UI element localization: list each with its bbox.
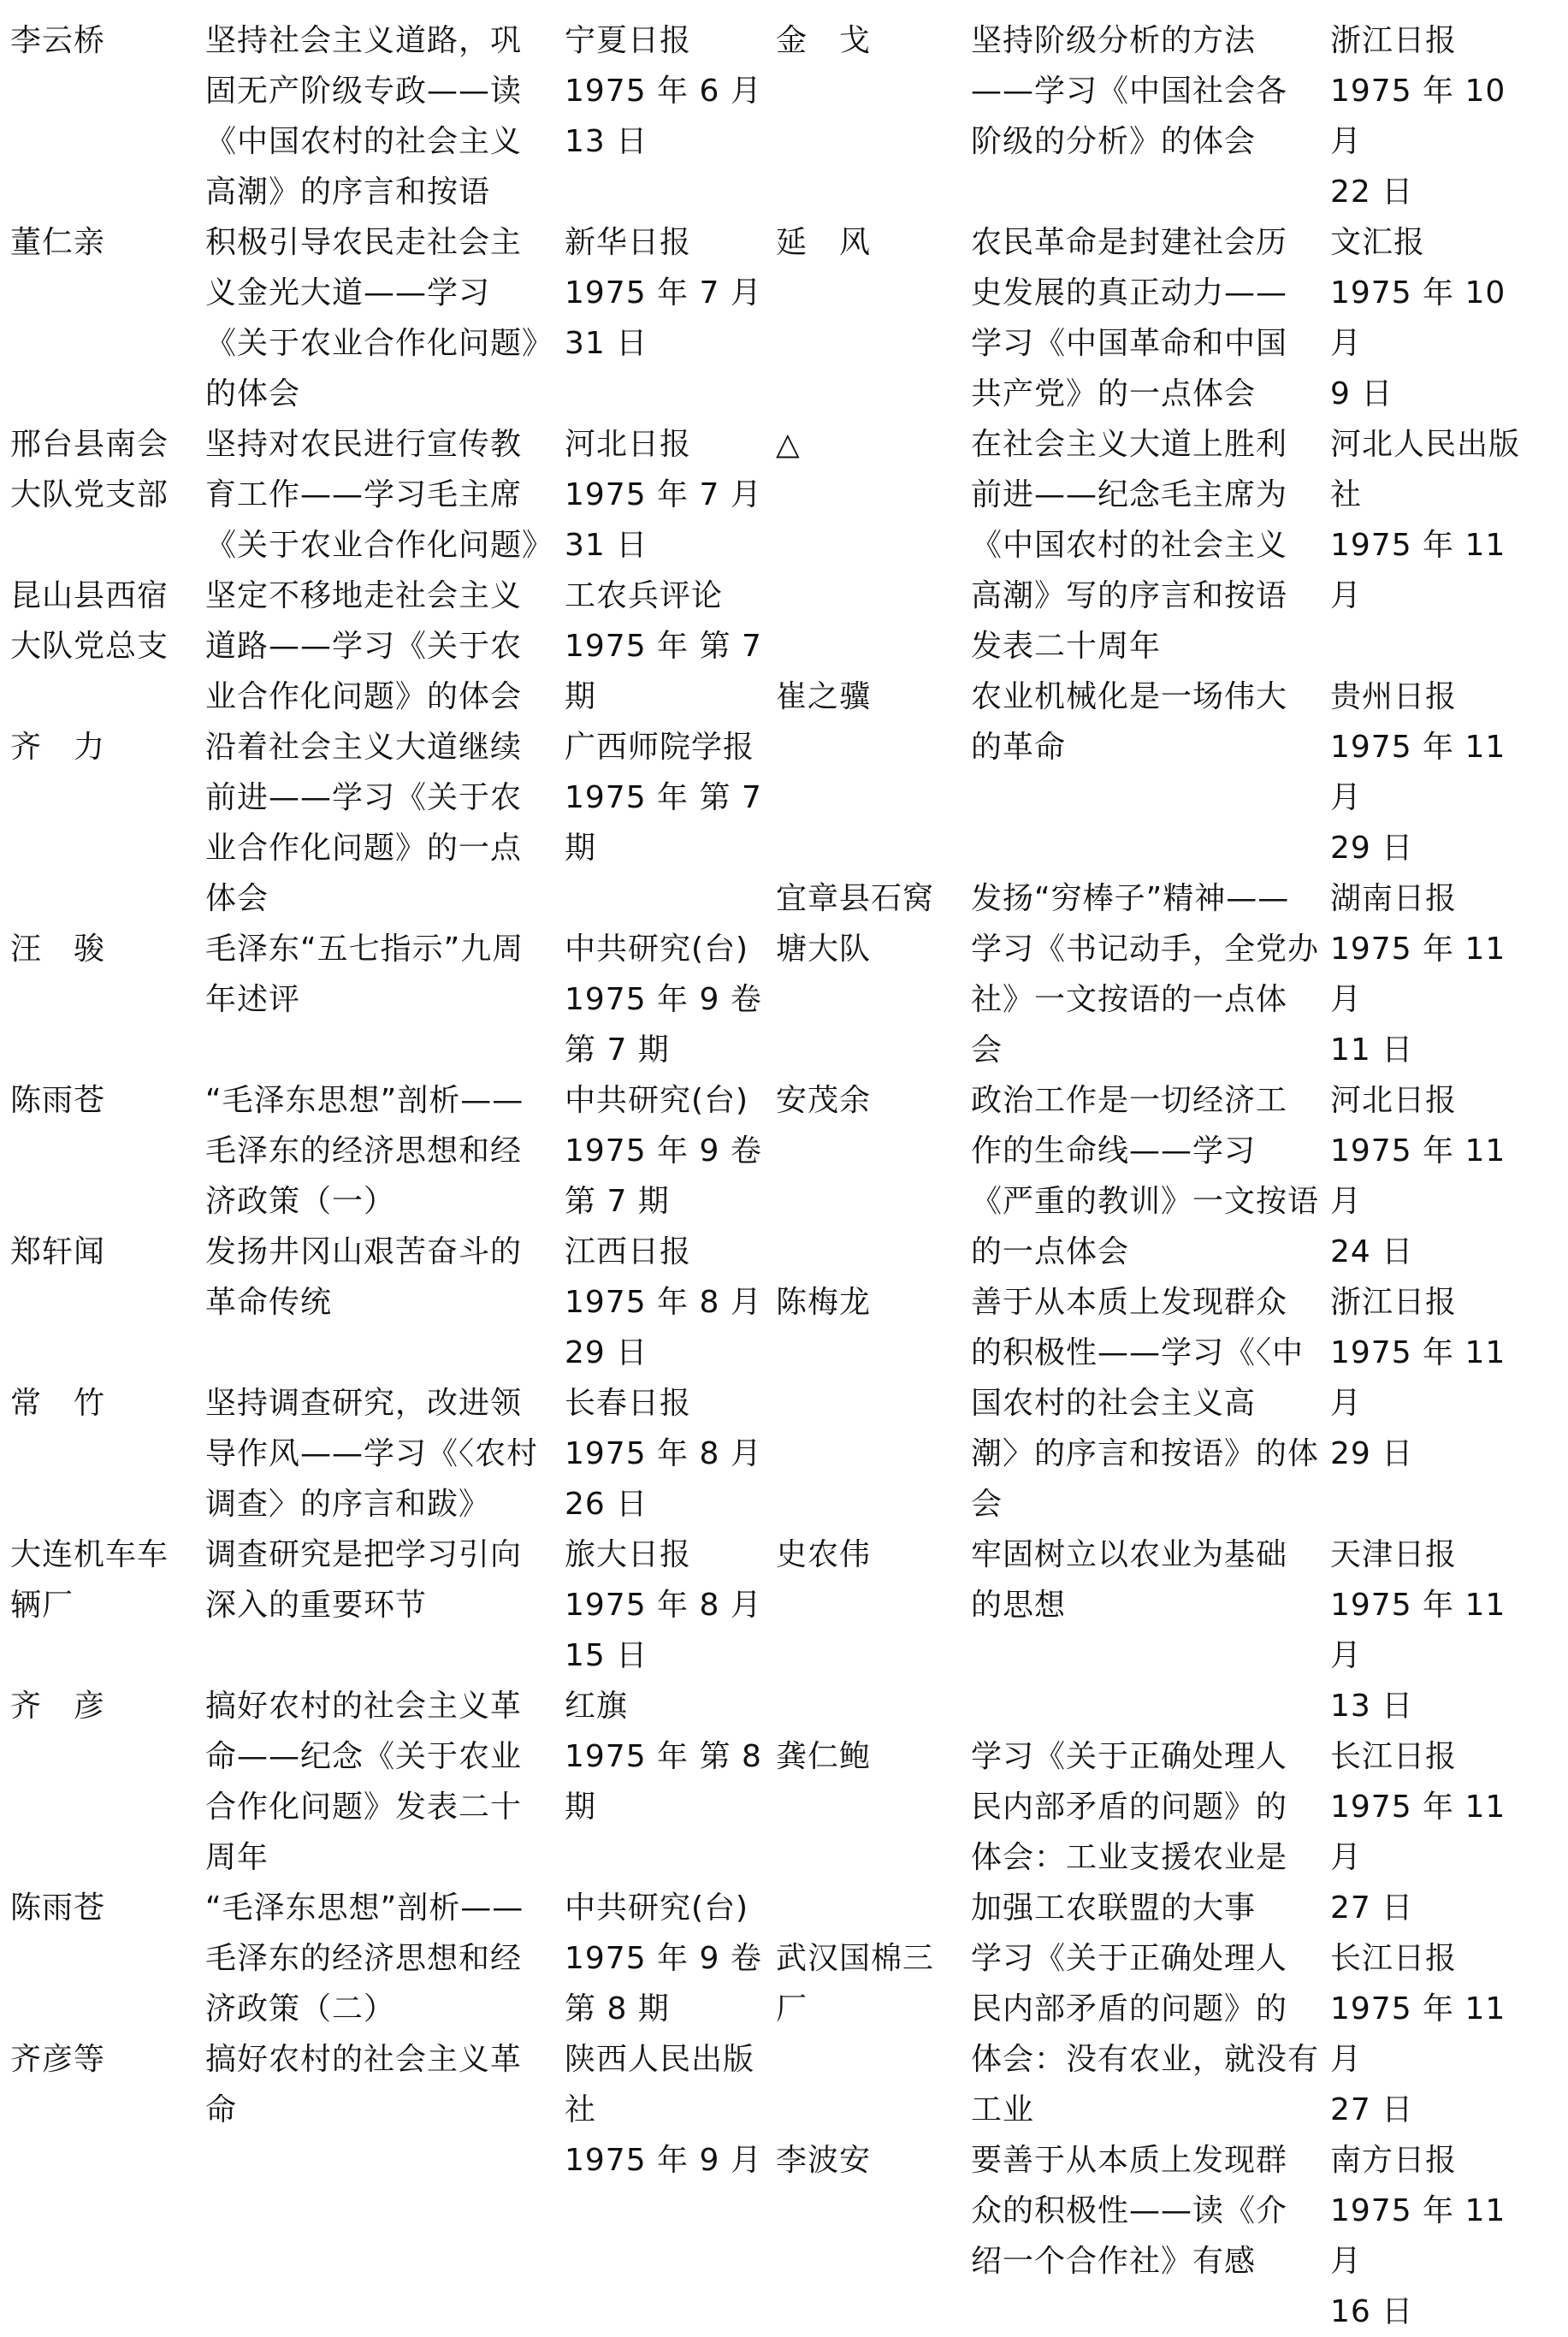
entry-source: 贵州日报 1975 年 11 月 29 日 [1330, 679, 1506, 866]
entry-title: 发扬“穷棒子”精神—— 学习《书记动手，全党办 社》一文按语的一点体 会 [971, 881, 1320, 1068]
entry-author: 李云桥 [10, 23, 106, 58]
entry-title: 毛泽东“五七指示”九周 年述评 [205, 932, 524, 1017]
entry-title: 调查研究是把学习引向 深入的重要环节 [205, 1537, 523, 1623]
left-column [9, 15, 778, 2186]
entry-title: 在社会主义大道上胜利 前进——纪念毛主席为 《中国农村的社会主义 高潮》写的序言和按语 发表二十周年 [971, 427, 1288, 664]
entry-source: 中共研究(台) 1975 年 9 卷 第 7 期 [565, 932, 762, 1068]
entry [774, 2135, 1544, 2337]
entry [774, 419, 1544, 672]
entry-author: 崔之骥 [776, 679, 872, 714]
entry-author: 郑轩闻 [10, 1234, 106, 1269]
entry-title: 积极引导农民走社会主 义金光大道——学习 《关于农业合作化问题》 的体会 [205, 225, 554, 411]
entry-title: 农业机械化是一场伟大 的革命 [971, 679, 1288, 765]
entry-author: 齐彦等 [10, 2042, 106, 2077]
entry-author: 龚仁鲍 [776, 1739, 872, 1774]
entry-author: 陈雨苍 [10, 1890, 106, 1926]
entry [9, 571, 778, 722]
entry [9, 1529, 778, 1681]
entry [774, 15, 1544, 217]
entry-author: 常 竹 [10, 1386, 106, 1421]
entry-title: 发扬井冈山艰苦奋斗的 革命传统 [205, 1234, 523, 1320]
entry-author: 武汉国棉三 厂 [776, 1941, 935, 2026]
entry [9, 15, 778, 217]
entry [9, 2034, 778, 2186]
entry-source: 江西日报 1975 年 8 月 29 日 [565, 1234, 762, 1370]
entry-source: 红旗 1975 年 第 8 期 [565, 1689, 762, 1825]
entry-source: 浙江日报 1975 年 11 月 29 日 [1330, 1285, 1506, 1471]
entry-author: 金 戈 [776, 23, 872, 58]
entry-source: 浙江日报 1975 年 10 月 22 日 [1330, 23, 1506, 210]
entry [9, 1227, 778, 1378]
entry-source: 中共研究(台) 1975 年 9 卷 第 8 期 [565, 1890, 762, 2026]
entry-title: 学习《关于正确处理人 民内部矛盾的问题》的 体会：没有农业，就没有 工业 [971, 1941, 1320, 2127]
entry [774, 1529, 1544, 1731]
entry-author: 李波安 [776, 2143, 872, 2178]
entry-source: 长春日报 1975 年 8 月 26 日 [565, 1386, 762, 1522]
entry-title: 要善于从本质上发现群 众的积极性——读《介 绍一个合作社》有感 [971, 2143, 1288, 2279]
entry-title: 政治工作是一切经济工 作的生命线——学习 《严重的教训》一文按语 的一点体会 [971, 1083, 1320, 1269]
entry-author: 陈梅龙 [776, 1285, 872, 1320]
entry-source: 南方日报 1975 年 11 月 16 日 [1330, 2143, 1506, 2329]
entry [9, 1681, 778, 1883]
entry [774, 672, 1544, 873]
entry [9, 1075, 778, 1227]
entry-author: 陈雨苍 [10, 1083, 106, 1118]
entry-source: 湖南日报 1975 年 11 月 11 日 [1330, 881, 1506, 1068]
entry-title: “毛泽东思想”剖析—— 毛泽东的经济思想和经 济政策（二） [205, 1890, 524, 2026]
entry-title: 坚持阶级分析的方法 ——学习《中国社会各 阶级的分析》的体会 [971, 23, 1288, 159]
entry-title: 搞好农村的社会主义革 命 [205, 2042, 523, 2127]
entry-author: 汪 骏 [10, 932, 106, 967]
entry [774, 217, 1544, 419]
entry-title: 牢固树立以农业为基础 的思想 [971, 1537, 1288, 1623]
entry-author: 邢台县南会 大队党支部 [10, 427, 169, 512]
entry-source: 河北日报 1975 年 11 月 24 日 [1330, 1083, 1506, 1269]
entry-source: 长江日报 1975 年 11 月 27 日 [1330, 1941, 1506, 2127]
entry-source: 陕西人民出版 社 1975 年 9 月 [565, 2042, 762, 2178]
entry-title: 坚持社会主义道路，巩 固无产阶级专政——读 《中国农村的社会主义 高潮》的序言和按语 [205, 23, 523, 210]
entry [9, 1883, 778, 2034]
entry [9, 924, 778, 1075]
entry-source: 工农兵评论 1975 年 第 7 期 [565, 578, 762, 714]
entry-author: 董仁亲 [10, 225, 106, 260]
entry-title: 坚持对农民进行宣传教 育工作——学习毛主席 《关于农业合作化问题》 [205, 427, 554, 563]
entry [774, 1075, 1544, 1277]
entry-title: 沿着社会主义大道继续 前进——学习《关于农 业合作化问题》的一点 体会 [205, 730, 523, 916]
entry [774, 873, 1544, 1075]
entry [774, 1277, 1544, 1529]
entry-title: 坚定不移地走社会主义 道路——学习《关于农 业合作化问题》的体会 [205, 578, 523, 714]
entry-source: 广西师院学报 1975 年 第 7 期 [565, 730, 762, 866]
entry-author: 昆山县西宿 大队党总支 [10, 578, 169, 664]
entry [9, 722, 778, 924]
entry-author: 大连机车车 辆厂 [10, 1537, 169, 1623]
entry-author: △ [776, 427, 801, 462]
entry-title: 坚持调查研究，改进领 导作风——学习《〈农村 调查〉的序言和跋》 [205, 1386, 539, 1522]
entry [774, 1933, 1544, 2135]
entry-author: 齐 力 [10, 730, 106, 765]
entry-source: 文汇报 1975 年 10 月 9 日 [1330, 225, 1506, 411]
entry [9, 1378, 778, 1529]
entry-author: 宜章县石窝 塘大队 [776, 881, 935, 967]
right-column [774, 15, 1544, 2337]
entry-title: “毛泽东思想”剖析—— 毛泽东的经济思想和经 济政策（一） [205, 1083, 524, 1219]
entry-author: 延 风 [776, 225, 872, 260]
entry-source: 宁夏日报 1975 年 6 月 13 日 [565, 23, 762, 159]
entry-source: 河北人民出版 社 1975 年 11 月 [1330, 427, 1521, 613]
entry [9, 419, 778, 571]
entry [774, 1731, 1544, 1933]
entry-source: 旅大日报 1975 年 8 月 15 日 [565, 1537, 762, 1673]
entry-source: 长江日报 1975 年 11 月 27 日 [1330, 1739, 1506, 1926]
entry-source: 中共研究(台) 1975 年 9 卷 第 7 期 [565, 1083, 762, 1219]
entry [9, 217, 778, 419]
entry-source: 天津日报 1975 年 11 月 13 日 [1330, 1537, 1506, 1724]
entry-author: 安茂余 [776, 1083, 872, 1118]
entry-source: 新华日报 1975 年 7 月 31 日 [565, 225, 762, 361]
entry-author: 史农伟 [776, 1537, 872, 1572]
entry-title: 学习《关于正确处理人 民内部矛盾的问题》的 体会：工业支援农业是 加强工农联盟的大事 [971, 1739, 1288, 1926]
entry-title: 农民革命是封建社会历 史发展的真正动力—— 学习《中国革命和中国 共产党》的一点体会 [971, 225, 1288, 411]
entry-title: 善于从本质上发现群众 的积极性——学习《〈中 国农村的社会主义高 潮〉的序言和按语》的体 会 [971, 1285, 1320, 1522]
entry-author: 齐 彦 [10, 1689, 106, 1724]
entry-source: 河北日报 1975 年 7 月 31 日 [565, 427, 762, 563]
entry-title: 搞好农村的社会主义革 命——纪念《关于农业 合作化问题》发表二十 周年 [205, 1689, 523, 1875]
